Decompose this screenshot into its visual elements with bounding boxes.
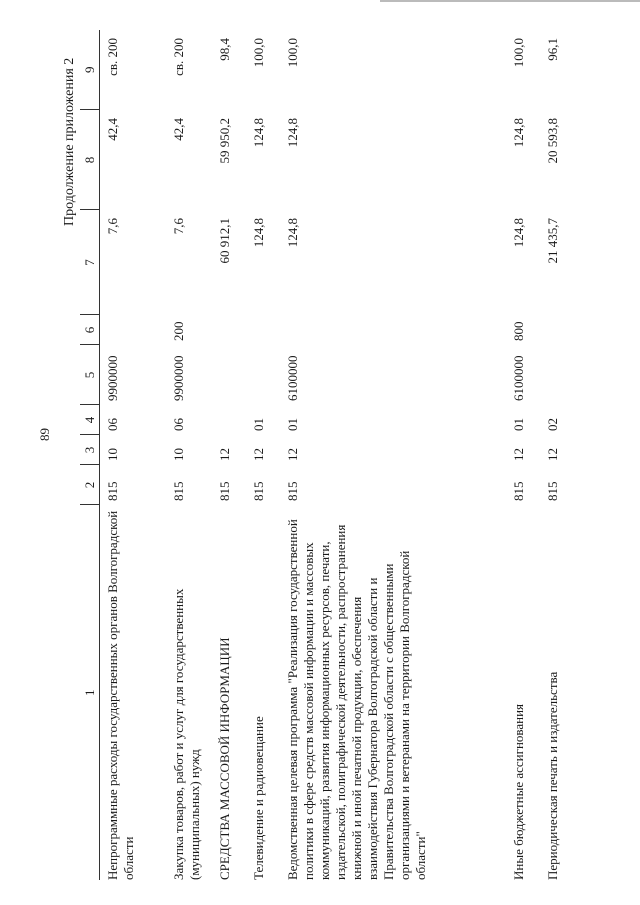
cell-percent: 100,0 (251, 38, 266, 68)
cell-planned: 124,8 (251, 218, 266, 248)
row-name: Периодическая печать и издательства (545, 671, 560, 880)
cell-target-article (540, 345, 578, 405)
column-header: 9 (80, 30, 100, 110)
column-header: 2 (80, 465, 100, 505)
column-header: 6 (80, 315, 100, 345)
cell-percent: 96,1 (545, 38, 560, 61)
cell-executed: 42,4 (171, 118, 186, 141)
cell-subsection: 01 (251, 418, 266, 431)
cell-executed: 42,4 (105, 118, 120, 141)
cell-expense-type (212, 315, 246, 345)
row-name: Телевидение и радиовещание (251, 716, 266, 880)
cell-subsection: 01 (511, 418, 526, 431)
table-row (540, 30, 578, 880)
cell-expense-type: 200 (171, 321, 186, 341)
column-header: 5 (80, 345, 100, 405)
row-name: Непрограммные расходы государственных органов Волгоградской области (105, 510, 136, 880)
cell-subsection: 01 (285, 418, 300, 431)
cell-section: 12 (545, 448, 560, 461)
cell-planned: 7,6 (171, 218, 186, 235)
cell-planned: 124,8 (285, 218, 300, 248)
cell-section: 12 (285, 448, 300, 461)
cell-executed: 59 950,2 (217, 118, 232, 164)
row-name: Ведомственная целевая программа "Реализация государственной политики в сфере средств массовой информации и массовых коммуникаций, развития информационных ресурсов, печати, издательской, полиграфической деятельности, распространения книжной и иной печатной продукции, обеспечения взаимодействия Губернатора Волгоградской области и Правительства Волгоградской области с общественными организациями и ветеранами на территории Волгоградской области" (285, 519, 428, 880)
cell-executed: 20 593,8 (545, 118, 560, 164)
cell-target-article (246, 345, 280, 405)
cell-subsection: 06 (105, 418, 120, 431)
cell-percent: 98,4 (217, 38, 232, 61)
cell-expense-type (540, 315, 578, 345)
cell-planned: 124,8 (511, 218, 526, 248)
column-header: 3 (80, 435, 100, 465)
table-row (212, 30, 246, 880)
budget-table (80, 30, 578, 880)
cell-percent: св. 200 (105, 38, 120, 76)
cell-section: 12 (217, 448, 232, 461)
budget-table-container (80, 30, 605, 880)
cell-target-article (212, 345, 246, 405)
cell-expense-type (280, 315, 506, 345)
cell-code: 815 (105, 481, 120, 501)
cell-target-article: 6100000 (285, 355, 300, 401)
table-row (280, 30, 506, 880)
column-header: 7 (80, 210, 100, 315)
page-number: 89 (37, 428, 52, 441)
column-header: 1 (80, 505, 100, 880)
cell-subsection: 06 (171, 418, 186, 431)
cell-code: 815 (217, 481, 232, 501)
table-row (506, 30, 540, 880)
cell-subsection: 02 (545, 418, 560, 431)
cell-target-article: 9900000 (171, 355, 186, 401)
cell-subsection (212, 405, 246, 435)
cell-executed: 124,8 (251, 118, 266, 148)
column-header: 4 (80, 405, 100, 435)
cell-percent: 100,0 (285, 38, 300, 68)
top-rule (380, 0, 640, 2)
cell-code: 815 (171, 481, 186, 501)
cell-executed: 124,8 (285, 118, 300, 148)
row-name: Иные бюджетные ассигнования (511, 703, 526, 880)
table-row (166, 30, 212, 880)
cell-expense-type (100, 315, 167, 345)
appendix-note: Продолжение приложения 2 (62, 57, 77, 226)
cell-section: 12 (251, 448, 266, 461)
cell-expense-type: 800 (511, 321, 526, 341)
row-name: Закупка товаров, работ и услуг для государственных (муниципальных) нужд (171, 588, 202, 880)
cell-section: 10 (171, 448, 186, 461)
cell-expense-type (246, 315, 280, 345)
cell-planned: 7,6 (105, 218, 120, 235)
header-row (80, 30, 100, 880)
column-header: 8 (80, 110, 100, 210)
cell-target-article: 9900000 (105, 355, 120, 401)
cell-section: 12 (511, 448, 526, 461)
table-row (246, 30, 280, 880)
cell-code: 815 (285, 481, 300, 501)
cell-code: 815 (511, 481, 526, 501)
cell-percent: св. 200 (171, 38, 186, 76)
cell-planned: 60 912,1 (217, 218, 232, 264)
cell-target-article: 6100000 (511, 355, 526, 401)
cell-code: 815 (545, 481, 560, 501)
row-name: СРЕДСТВА МАССОВОЙ ИНФОРМАЦИИ (217, 637, 232, 880)
cell-section: 10 (105, 448, 120, 461)
cell-planned: 21 435,7 (545, 218, 560, 264)
cell-executed: 124,8 (511, 118, 526, 148)
cell-percent: 100,0 (511, 38, 526, 68)
cell-code: 815 (251, 481, 266, 501)
table-row (100, 30, 167, 880)
